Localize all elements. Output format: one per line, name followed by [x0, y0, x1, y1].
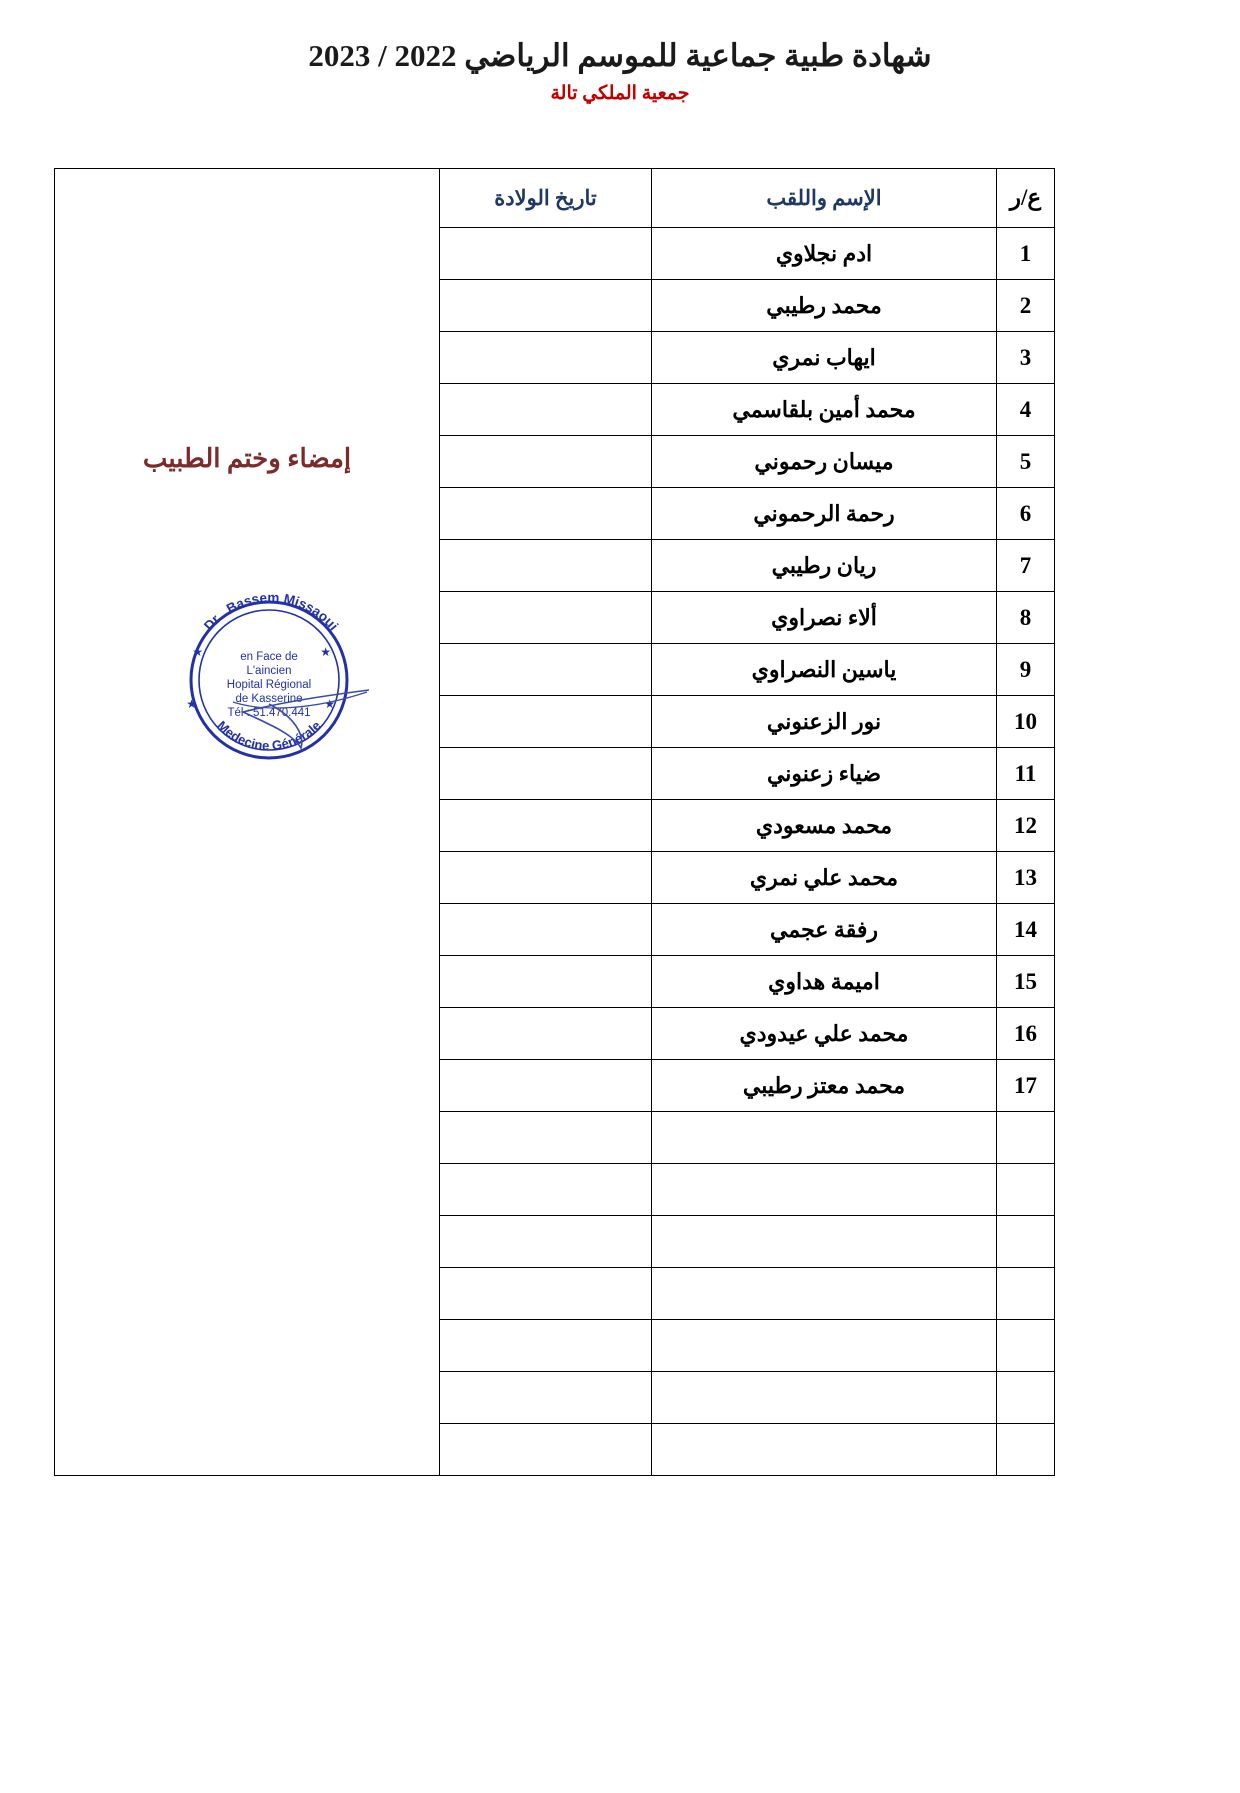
cell-name [652, 1424, 997, 1476]
cell-name: محمد مسعودي [652, 800, 997, 852]
cell-birthdate [440, 1112, 652, 1164]
cell-birthdate [440, 696, 652, 748]
cell-birthdate [440, 956, 652, 1008]
svg-text:★: ★ [186, 697, 197, 711]
document-page [0, 38, 1240, 1793]
cell-birthdate [440, 852, 652, 904]
header-cell-number: ع/ر [997, 169, 1055, 228]
cell-name [652, 1320, 997, 1372]
cell-number: 2 [997, 280, 1055, 332]
svg-text:★: ★ [324, 697, 335, 711]
cell-birthdate [440, 384, 652, 436]
cell-number: 9 [997, 644, 1055, 696]
cell-name: اميمة هداوي [652, 956, 997, 1008]
cell-number: 5 [997, 436, 1055, 488]
cell-number: 13 [997, 852, 1055, 904]
header-cell-birthdate: تاريخ الولادة [440, 169, 652, 228]
cell-name [652, 1372, 997, 1424]
cell-birthdate [440, 488, 652, 540]
cell-number [997, 1216, 1055, 1268]
cell-birthdate [440, 592, 652, 644]
svg-text:Tél : 51.470.441: Tél : 51.470.441 [227, 707, 311, 719]
cell-name [652, 1112, 997, 1164]
cell-birthdate [440, 1372, 652, 1424]
members-table-container [55, 168, 1055, 1476]
cell-birthdate [440, 1216, 652, 1268]
cell-number: 16 [997, 1008, 1055, 1060]
cell-number [997, 1268, 1055, 1320]
svg-text:L'aincien: L'aincien [246, 665, 292, 677]
doctor-signature-cell [55, 169, 440, 1476]
cell-name: ميسان رحموني [652, 436, 997, 488]
cell-number: 15 [997, 956, 1055, 1008]
cell-name: محمد أمين بلقاسمي [652, 384, 997, 436]
cell-name: محمد علي عيدودي [652, 1008, 997, 1060]
cell-number: 4 [997, 384, 1055, 436]
cell-birthdate [440, 644, 652, 696]
cell-number: 12 [997, 800, 1055, 852]
cell-number: 1 [997, 228, 1055, 280]
cell-birthdate [440, 1164, 652, 1216]
svg-text:★: ★ [320, 645, 331, 659]
cell-number [997, 1372, 1055, 1424]
cell-birthdate [440, 904, 652, 956]
table-header-row [55, 169, 1055, 228]
cell-name: ياسين النصراوي [652, 644, 997, 696]
cell-birthdate [440, 540, 652, 592]
page-title: شهادة طبية جماعية للموسم الرياضي 2022 / 2023 [308, 38, 932, 73]
cell-name: ادم نجلاوي [652, 228, 997, 280]
svg-text:Dr . Bassem Missaoui: Dr . Bassem Missaoui [201, 589, 342, 634]
cell-birthdate [440, 436, 652, 488]
cell-birthdate [440, 1008, 652, 1060]
svg-text:en Face de: en Face de [240, 651, 298, 663]
cell-name: محمد معتز رطيبي [652, 1060, 997, 1112]
cell-number: 11 [997, 748, 1055, 800]
cell-number [997, 1320, 1055, 1372]
cell-name: رحمة الرحموني [652, 488, 997, 540]
cell-name: نور الزعنوني [652, 696, 997, 748]
svg-text:★: ★ [192, 645, 203, 659]
cell-name: ريان رطيبي [652, 540, 997, 592]
svg-text:Hopital Régional: Hopital Régional [226, 679, 312, 691]
cell-name [652, 1268, 997, 1320]
cell-number: 17 [997, 1060, 1055, 1112]
cell-name: ألاء نصراوي [652, 592, 997, 644]
cell-name: رفقة عجمي [652, 904, 997, 956]
members-table [54, 168, 1055, 1476]
cell-birthdate [440, 228, 652, 280]
cell-number: 14 [997, 904, 1055, 956]
cell-birthdate [440, 1424, 652, 1476]
cell-birthdate [440, 280, 652, 332]
cell-birthdate [440, 1268, 652, 1320]
cell-number: 7 [997, 540, 1055, 592]
cell-name [652, 1164, 997, 1216]
cell-number [997, 1112, 1055, 1164]
svg-text:Medecine Générale: Medecine Générale [214, 717, 324, 754]
cell-number: 6 [997, 488, 1055, 540]
cell-name: ضياء زعنوني [652, 748, 997, 800]
cell-name: محمد علي نمري [652, 852, 997, 904]
signature-label: إمضاء وختم الطبيب [142, 444, 352, 473]
cell-number [997, 1164, 1055, 1216]
doctor-stamp-icon [173, 584, 373, 769]
cell-number: 10 [997, 696, 1055, 748]
cell-birthdate [440, 1060, 652, 1112]
cell-birthdate [440, 1320, 652, 1372]
cell-name: محمد رطيبي [652, 280, 997, 332]
cell-name: ايهاب نمري [652, 332, 997, 384]
svg-text:de Kasserine: de Kasserine [235, 693, 303, 705]
page-subtitle: جمعية الملكي تالة [550, 83, 690, 104]
cell-birthdate [440, 748, 652, 800]
cell-birthdate [440, 800, 652, 852]
cell-number: 3 [997, 332, 1055, 384]
cell-number [997, 1424, 1055, 1476]
cell-number: 8 [997, 592, 1055, 644]
cell-birthdate [440, 332, 652, 384]
cell-name [652, 1216, 997, 1268]
header-cell-name: الإسم واللقب [652, 169, 997, 228]
